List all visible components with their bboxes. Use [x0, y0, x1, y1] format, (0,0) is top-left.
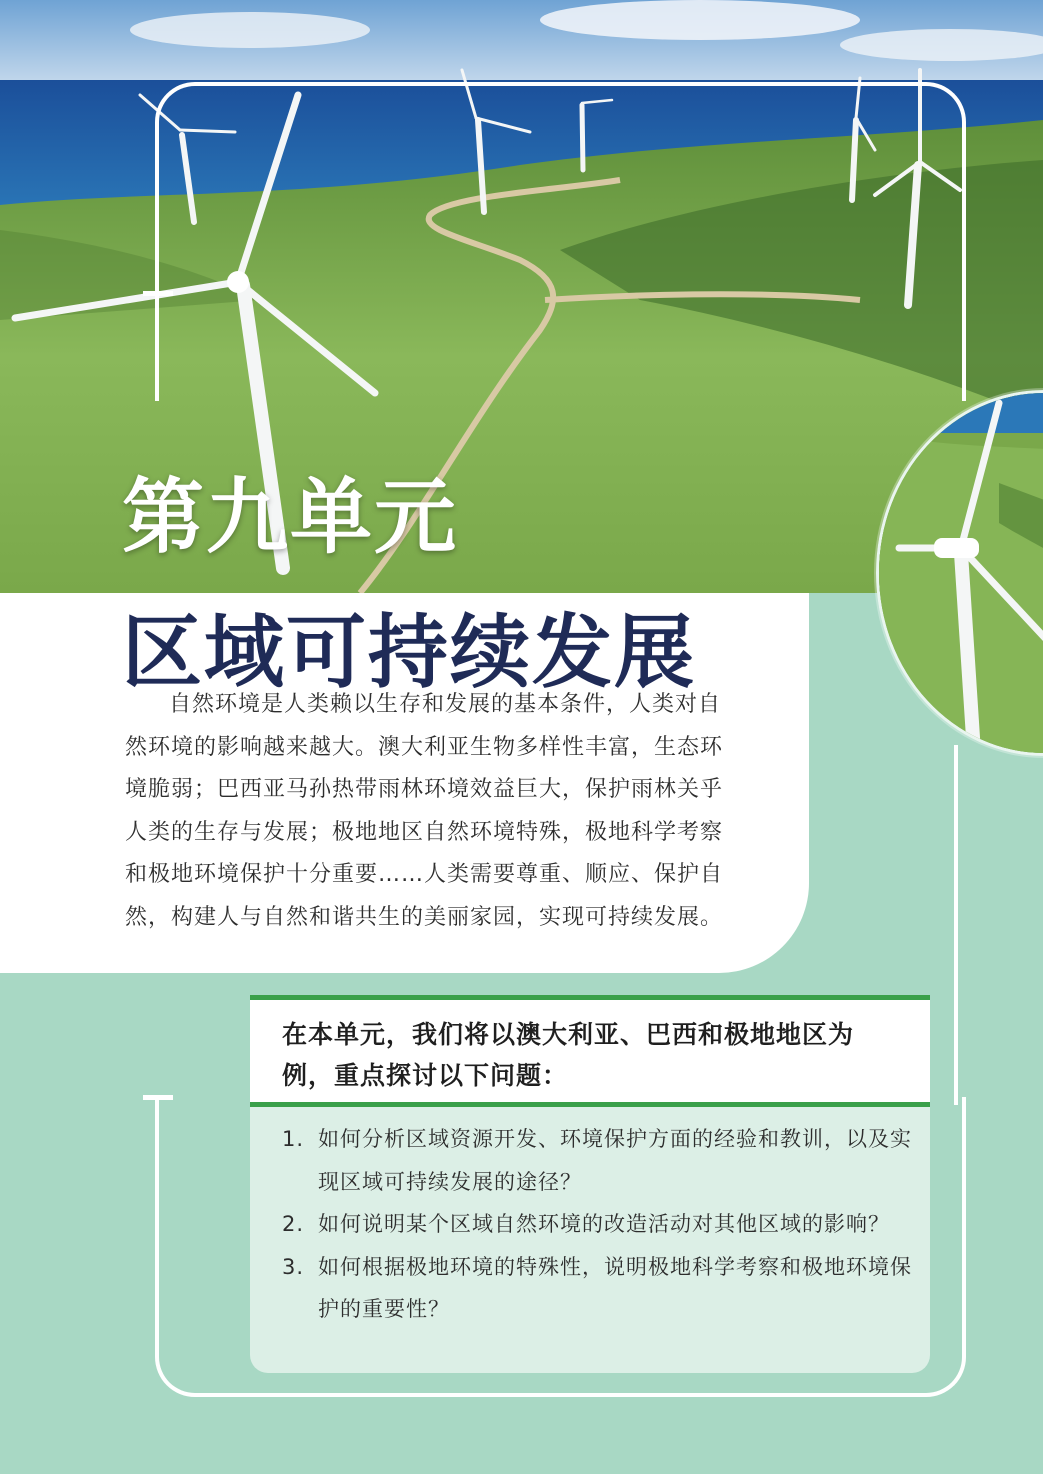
- question-number: 3.: [282, 1254, 305, 1279]
- questions-heading: 在本单元，我们将以澳大利亚、巴西和极地地区为例，重点探讨以下问题：: [282, 1020, 855, 1090]
- question-list: [282, 1118, 912, 1331]
- question-number: 2.: [282, 1212, 305, 1236]
- unit-subtitle: 区域可持续发展: [122, 605, 696, 699]
- question-text: 如何说明某个区域自然环境的改造活动对其他区域的影响？: [318, 1212, 890, 1236]
- frame-line-right: [954, 745, 958, 1105]
- question-text: 如何根据极地环境的特殊性，说明极地科学考察和极地环境保护的重要性？: [318, 1254, 912, 1321]
- question-item: [282, 1246, 912, 1331]
- questions-heading-bar: [250, 995, 930, 1107]
- frame-line-top: [155, 82, 966, 401]
- unit-title: 第九单元: [122, 469, 459, 565]
- question-item: [282, 1118, 912, 1203]
- question-item: [282, 1203, 912, 1246]
- frame-tick-bottom: [143, 1095, 173, 1100]
- intro-paragraph: 自然环境是人类赖以生存和发展的基本条件，人类对自然环境的影响越来越大。澳大利亚生物多样性丰富，生态环境脆弱；巴西亚马孙热带雨林环境效益巨大，保护雨林关乎人类的生存与发展；极地地区自然环境特殊，极地科学考察和极地环境保护十分重要……人类需要尊重、顺应、保护自然，构建人与自然和谐共生的美丽家园，实现可持续发展。: [125, 692, 724, 930]
- question-text: 如何分析区域资源开发、环境保护方面的经验和教训，以及实现区域可持续发展的途径？: [318, 1127, 912, 1194]
- frame-tick-top: [143, 291, 173, 296]
- question-number: 1.: [282, 1127, 305, 1151]
